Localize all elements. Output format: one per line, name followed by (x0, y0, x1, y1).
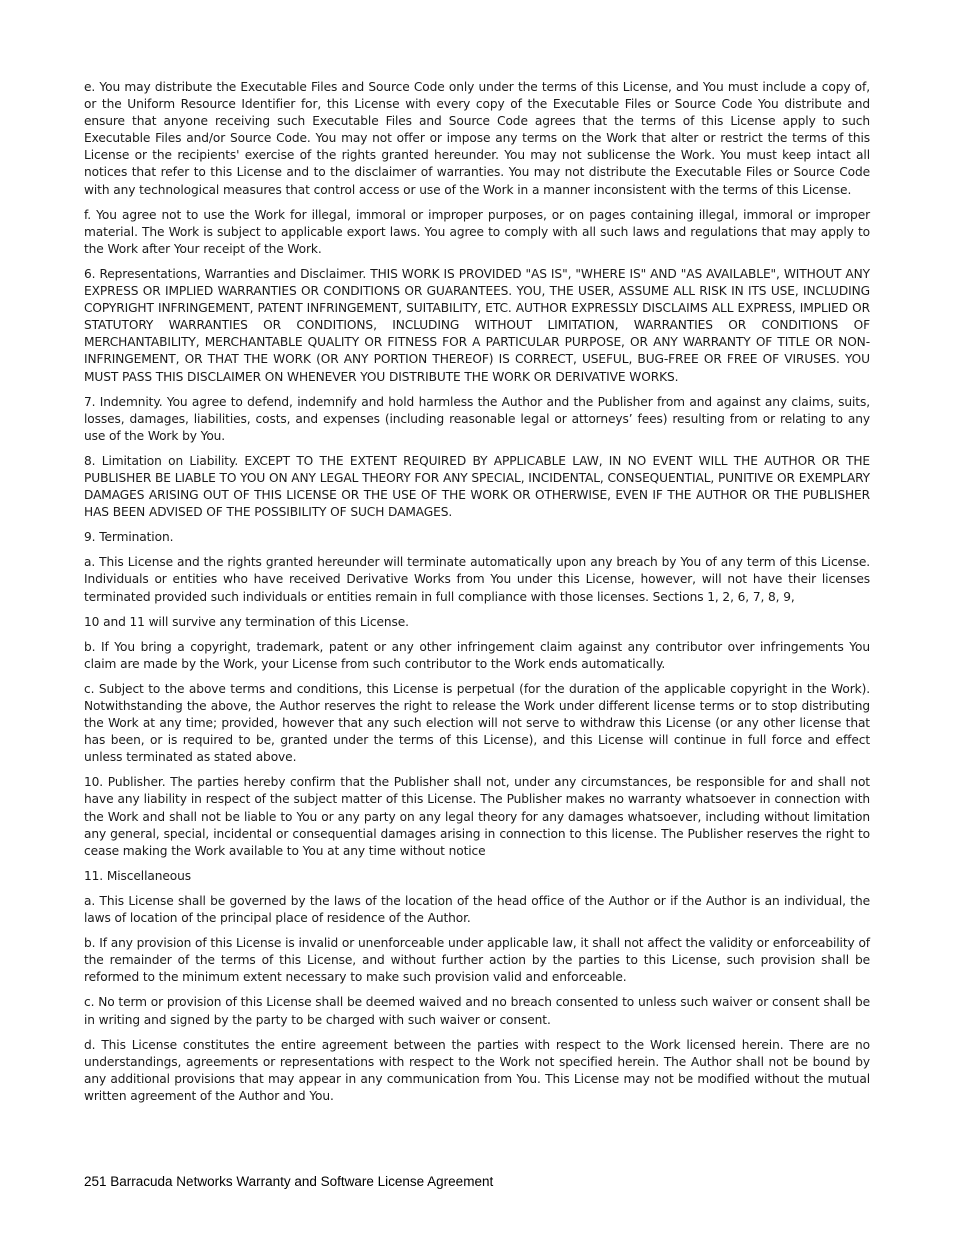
paragraph-termination-b: b. If You bring a copyright, trademark, patent or any other infringement claim against any contributor over infringements You claim are made by the Work, your License from such contributor to the Work ends automatically. (84, 639, 870, 671)
page-footer: 251 Barracuda Networks Warranty and Software License Agreement (84, 1174, 494, 1189)
paragraph-termination-survival: 10 and 11 will survive any termination of this License. (84, 614, 409, 629)
paragraph-termination-a: a. This License and the rights granted hereunder will terminate automatically upon any breach by You of any term of this License. Individuals or entities who have received Derivative Works from You under this License, however, will not have their licenses terminated provided such individuals or entities remain in full compliance with those licenses. Sections 1, 2, 6, 7, 8, 9, (84, 555, 870, 604)
heading-miscellaneous: 11. Miscellaneous (84, 868, 191, 883)
paragraph-misc-d: d. This License constitutes the entire agreement between the parties with respect to the Work licensed herein. There are no understandings, agreements or representations with respect to the Work not specified herein. The Author shall not be bound by any additional provisions that may appear in any communication from You. This License may not be modified without the mutual written agreement of the Author and You. (84, 1037, 870, 1103)
paragraph-indemnity: 7. Indemnity. You agree to defend, indemnify and hold harmless the Author and the Publisher from and against any claims, suits, losses, damages, liabilities, costs, and expenses (including reasonable legal or attorneys’ fees) resulting from or relating to any use of the Work by You. (84, 394, 870, 443)
paragraph-termination-c: c. Subject to the above terms and conditions, this License is perpetual (for the duration of the applicable copyright in the Work). Notwithstanding the above, the Author reserves the right to release the Work under different license terms or to stop distributing the Work at any time; provided, however that any such election will not serve to withdraw this License (or any other license that has been, or is required to be, granted under the terms of this License), and this License will continue in full force and effect unless terminated as stated above. (84, 681, 870, 765)
heading-termination: 9. Termination. (84, 530, 174, 545)
paragraph-misc-c: c. No term or provision of this License shall be deemed waived and no breach consented to unless such waiver or consent shall be in writing and signed by the party to be charged with such waiver or consent. (84, 995, 870, 1027)
paragraph-limitation-liability: 8. Limitation on Liability. EXCEPT TO THE EXTENT REQUIRED BY APPLICABLE LAW, IN NO EVENT WILL THE AUTHOR OR THE PUBLISHER BE LIABLE TO YOU ON ANY LEGAL THEORY FOR ANY SPECIAL, INCIDENTAL, CONSEQUENTIAL, PUNITIVE OR EXEMPLARY DAMAGES ARISING OUT OF THIS LICENSE OR THE USE OF THE WORK OR OTHERWISE, EVEN IF THE AUTHOR OR THE PUBLISHER HAS BEEN ADVISED OF THE POSSIBILITY OF SUCH DAMAGES. (84, 453, 870, 520)
license-body (84, 79, 870, 1113)
paragraph-representations-disclaimer: 6. Representations, Warranties and Disclaimer. THIS WORK IS PROVIDED "AS IS", "WHERE IS" AND "AS AVAILABLE", WITHOUT ANY EXPRESS OR IMPLIED WARRANTIES OR CONDITIONS OR GUARANTEES. YOU, THE USER, ASSUME ALL RISK IN ITS USE, INCLUDING COPYRIGHT INFRINGEMENT, PATENT INFRINGEMENT, SUITABILITY, ETC. AUTHOR EXPRESSLY DISCLAIMS ALL EXPRESS, IMPLIED OR STATUTORY WARRANTIES OR CONDITIONS, INCLUDING WITHOUT LIMITATION, WARRANTIES OR CONDITIONS OF MERCHANTABILITY, MERCHANTABLE QUALITY OR FITNESS FOR A PARTICULAR PURPOSE, OR ANY WARRANTY OF TITLE OR NON-INFRINGEMENT, OR THAT THE WORK (OR ANY PORTION THEREOF) IS CORRECT, USEFUL, BUG-FREE OR FREE OF VIRUSES. YOU MUST PASS THIS DISCLAIMER ON WHENEVER YOU DISTRIBUTE THE WORK OR DERIVATIVE WORKS. (84, 266, 870, 384)
paragraph-misc-b: b. If any provision of this License is invalid or unenforceable under applicable law, it shall not affect the validity or enforceability of the remainder of the terms of this License, and without further action by the parties to this License, such provision shall be reformed to the minimum extent necessary to make such provision valid and enforceable. (84, 936, 870, 985)
paragraph-distribution-terms: e. You may distribute the Executable Files and Source Code only under the terms of this License, and You must include a copy of, or the Uniform Resource Identifier for, this License with every copy of the Executable Files or Source Code You distribute and ensure that anyone receiving such Executable Files and Source Code agrees that the terms of this License apply to such Executable Files and/or Source Code. You may not offer or impose any terms on the Work that alter or restrict the terms of this License or the recipients' exercise of the rights granted hereunder. You may not sublicense the Work. You must keep intact all notices that refer to this License and to the disclaimer of warranties. You may not distribute the Executable Files or Source Code with any technological measures that control access or use of the Work in a manner inconsistent with the terms of this License. (84, 80, 870, 197)
paragraph-illegal-use: f. You agree not to use the Work for illegal, immoral or improper purposes, or on pages containing illegal, immoral or improper material. The Work is subject to applicable export laws. You agree to comply with all such laws and regulations that may apply to the Work after Your receipt of the Work. (84, 207, 870, 256)
paragraph-misc-a: a. This License shall be governed by the laws of the location of the head office of the Author or if the Author is an individual, the laws of location of the principal place of residence of the Author. (84, 893, 870, 926)
paragraph-publisher: 10. Publisher. The parties hereby confirm that the Publisher shall not, under any circumstances, be responsible for and shall not have any liability in respect of the subject matter of this License. The Publisher makes no warranty whatsoever in connection with the Work and shall not be liable to You or any party on any legal theory for any damages whatsoever, including without limitation any general, special, incidental or consequential damages arising in connection to this license. The Publisher reserves the right to cease making the Work available to You at any time without notice (84, 775, 870, 858)
